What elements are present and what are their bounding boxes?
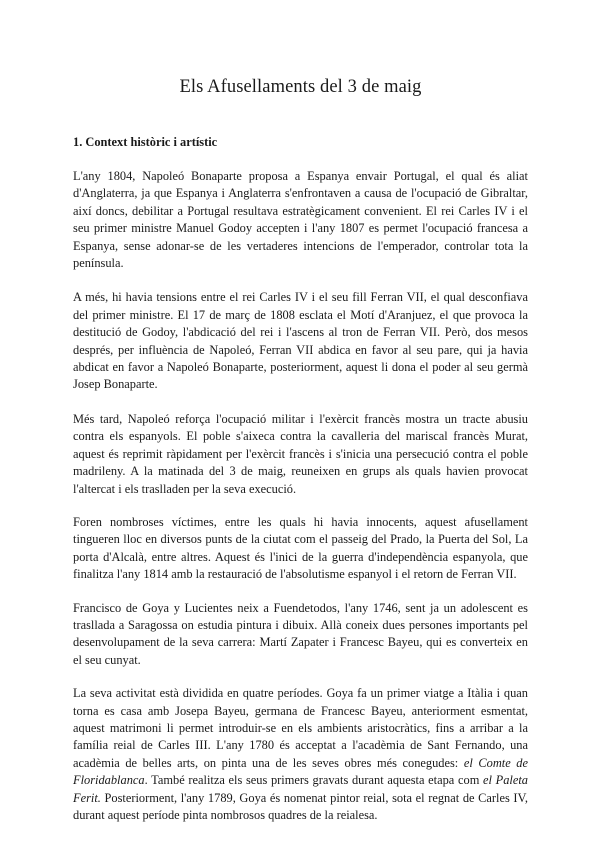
page-title: Els Afusellaments del 3 de maig	[179, 77, 422, 97]
paragraph-4: Foren nombroses víctimes, entre les quals hi havia innocents, aquest afusellament tingueren lloc en diversos punts de la ciutat com el passeig del Prado, la Puerta del Sol, La porta d'Alcalà, entre altres. Aquest és l'inici de la guerra d'independència espanyola, que finalitza l'any 1814 amb la restauració de l'absolutisme espanyol i el retorn de Ferran VII.	[73, 514, 528, 582]
paragraph-6-part3: Posteriorment, l'any 1789, Goya és nomenat pintor reial, sota el regnat de Carles IV, durant aquest període pinta nombrosos quadres de la reialesa.	[73, 790, 528, 822]
section-heading: 1. Context històric i artístic	[73, 135, 218, 149]
paragraph-6-part2: . També realitza els seus primers gravats durant aquesta etapa com	[144, 773, 484, 788]
paragraph-6-part1: La seva activitat està dividida en quatre períodes. Goya fa un primer viatge a Itàlia i quan torna es casa amb Josepa Bayeu, germana de Francesc Bayeu, anteriorment esmentat, aquest matrimoni li permet introduir-se en els ambients aristocràtics, fins a arribar a la família reial de Carles III. L'any 1780 és acceptat a l'acadèmia de Sant Fernando, una acadèmia de belles arts, on pinta una de les seves obres més conegudes:	[73, 686, 528, 770]
paragraph-1: L'any 1804, Napoleó Bonaparte proposa a Espanya envair Portugal, el qual és aliat d'Anglaterra, ja que Espanya i Anglaterra s'enfrontaven a causa de l'ocupació de Gibraltar, així doncs, debilitar a Portugal resultava estratègicament convenient. El rei Carles IV i el seu primer ministre Manuel Godoy accepten i l'any 1807 es permet l'ocupació francesa a Espanya, sense adonar-se de les vertaderes intencions de l'emperador, controlar tota la península.	[73, 169, 528, 271]
paragraph-2: A més, hi havia tensions entre el rei Carles IV i el seu fill Ferran VII, el qual desconfiava del primer ministre. El 17 de març de 1808 esclata el Motí d'Aranjuez, el que provoca la destitució de Godoy, l'abdicació del rei i l'ascens al tron de Ferran VII. Però, dos mesos després, per influència de Napoleó, Ferran VII abdica en favor al seu pare, qui ja havia abdicat en favor a Napoleó Bonaparte, posteriorment, aquest li dona el poder al seu germà Josep Bonaparte.	[73, 290, 528, 392]
paragraph-5: Francisco de Goya y Lucientes neix a Fuendetodos, l'any 1746, sent ja un adolescent es trasllada a Saragossa on estudia pintura i dibuix. Allà coneix dues persones importants pel desenvolupament de la seva carrera: Martí Zapater i Francesc Bayeu, qui es converteix en el seu cunyat.	[73, 600, 528, 667]
artwork-title-paleta-ferit: el Paleta Ferit.	[73, 773, 528, 805]
paragraph-6	[73, 685, 528, 824]
artwork-title-floridablanca: el Comte de Floridablanca	[73, 755, 528, 788]
paragraph-3: Més tard, Napoleó reforça l'ocupació militar i l'exèrcit francès mostra un tracte abusiu contra els espanyols. El poble s'aixeca contra la cavalleria del mariscal francès Murat, aquest és reprimit ràpidament per l'exèrcit francès i s'inicia una persecució contra el poble madrileny. A la matinada del 3 de maig, reuneixen en grups als quals havien provocat l'altercat i els traslladen per la seva execució.	[73, 411, 528, 496]
